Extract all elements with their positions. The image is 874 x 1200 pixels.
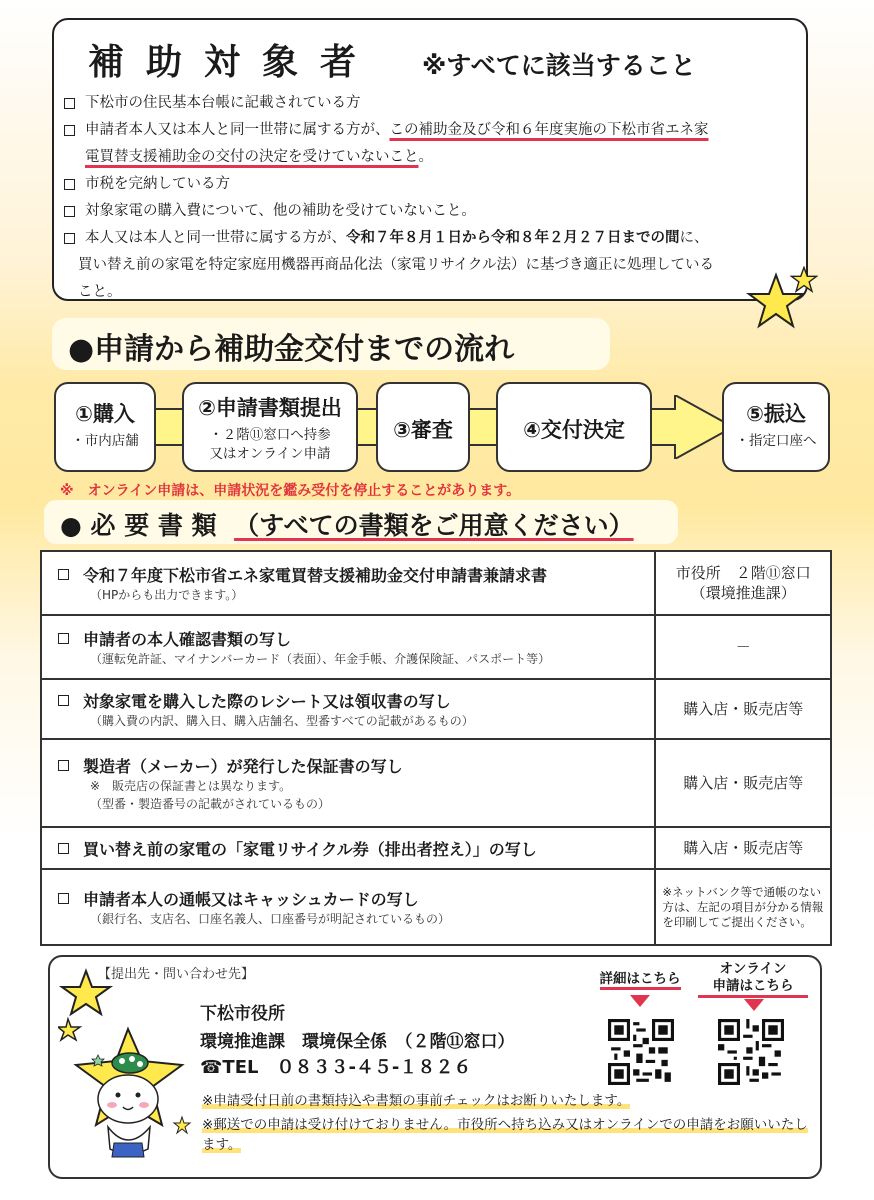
eligibility-item-cont: 買い替え前の家電を特定家庭用機器再商品化法（家電リサイクル法）に基づき適正に処理している	[78, 257, 714, 273]
eligibility-note: ※すべてに該当すること	[422, 51, 696, 80]
flow-step-transfer: ⑤振込 ・指定口座へ	[722, 382, 830, 472]
qr-code-online[interactable]	[718, 1019, 784, 1085]
flow-warning: ※ オンライン申請は、申請状況を鑑み受付を停止することがあります。	[60, 483, 521, 499]
documents-title-box	[44, 500, 678, 544]
checkbox-icon	[58, 843, 69, 854]
phone-number: ☎TEL ０８３３-４５-１８２６	[200, 1057, 472, 1078]
checkbox-icon	[58, 569, 69, 580]
eligibility-list	[62, 90, 798, 306]
checkbox-icon	[64, 179, 75, 190]
table-row: 買い替え前の家電の「家電リサイクル券（排出者控え）」の写し 購入店・販売店等	[41, 827, 831, 869]
eligibility-item: 市税を完納している方	[62, 171, 798, 198]
flow-title: ●申請から補助金交付までの流れ	[68, 332, 515, 367]
qr-code-details[interactable]	[608, 1019, 674, 1085]
eligibility-item: 申請者本人又は本人と同一世帯に属する方が、この補助金及び令和６年度実施の下松市省エネ家	[62, 117, 798, 144]
checkbox-icon	[58, 695, 69, 706]
checkbox-icon	[58, 633, 69, 644]
flow-title-box	[52, 318, 610, 370]
checkbox-icon	[58, 760, 69, 771]
star-icon	[790, 266, 818, 294]
table-row: 申請者の本人確認書類の写し （運転免許証、マイナンバーカード（表面）、年金手帳、介護保険証、パスポート等） －	[41, 615, 831, 679]
flow-step-submit: ②申請書類提出 ・２階⑪窓口へ持参 又はオンライン申請	[182, 382, 358, 472]
flow-step-decision: ④交付決定	[496, 382, 652, 472]
table-row: 申請者本人の通帳又はキャッシュカードの写し （銀行名、支店名、口座名義人、口座番号が明記されているもの） ※ネットバンク等で通帳のない方は、左記の項目が分かる情報を印刷してご提出ください。	[41, 869, 831, 945]
eligibility-box	[52, 18, 808, 301]
contact-heading: 【提出先・問い合わせ先】	[98, 967, 255, 982]
table-row: 令和７年度下松市省エネ家電買替支援補助金交付申請書兼請求書 （HPからも出力できます。） 市役所 ２階⑪窓口 （環境推進課）	[41, 551, 831, 615]
table-row: 製造者（メーカー）が発行した保証書の写し ※ 販売店の保証書とは異なります。 （型番・製造番号の記載がされているもの） 購入店・販売店等	[41, 739, 831, 827]
triangle-down-icon	[630, 995, 650, 1007]
qr-details-label: 詳細はこちら	[590, 971, 690, 988]
documents-title: ● 必 要 書 類 （すべての書類をご用意ください）	[60, 511, 634, 540]
checkbox-icon	[64, 233, 75, 244]
checkbox-icon	[64, 206, 75, 217]
mascot-icon	[58, 967, 198, 1177]
flow-step-review: ③審査	[376, 382, 470, 472]
table-row: 対象家電を購入した際のレシート又は領収書の写し （購入費の内訳、購入日、購入店舗名、型番すべての記載があるもの） 購入店・販売店等	[41, 679, 831, 739]
contact-note: ※申請受付日前の書類持込や書類の事前チェックはお断りいたします。	[202, 1093, 631, 1109]
eligibility-title: 補助対象者	[88, 42, 379, 83]
eligibility-item-cont: こと。	[78, 284, 122, 300]
eligibility-item: 下松市の住民基本台帳に記載されている方	[62, 90, 798, 117]
triangle-down-icon	[744, 999, 764, 1011]
office-name: 下松市役所	[200, 1004, 285, 1024]
department: 環境推進課 環境保全係 （２階⑪窓口）	[200, 1032, 515, 1052]
checkbox-icon	[58, 893, 69, 904]
eligibility-item-cont: 電買替支援補助金の交付の決定を受けていないこと。	[85, 149, 433, 165]
eligibility-item: 対象家電の購入費について、他の補助を受けていないこと。	[62, 198, 798, 225]
checkbox-icon	[64, 98, 75, 109]
flow-step-purchase: ①購入 ・市内店舗	[54, 382, 156, 472]
contact-note: ※郵送での申請は受け付けておりません。市役所へ持ち込み又はオンラインでの申請をお願いいたします。	[202, 1117, 808, 1153]
checkbox-icon	[64, 125, 75, 136]
documents-table	[40, 550, 832, 946]
eligibility-item: 本人又は本人と同一世帯に属する方が、令和７年８月１日から令和８年２月２７日までの間に、	[62, 225, 798, 252]
contact-box	[48, 955, 822, 1179]
qr-online-label: オンライン 申請はこちら	[698, 961, 808, 998]
